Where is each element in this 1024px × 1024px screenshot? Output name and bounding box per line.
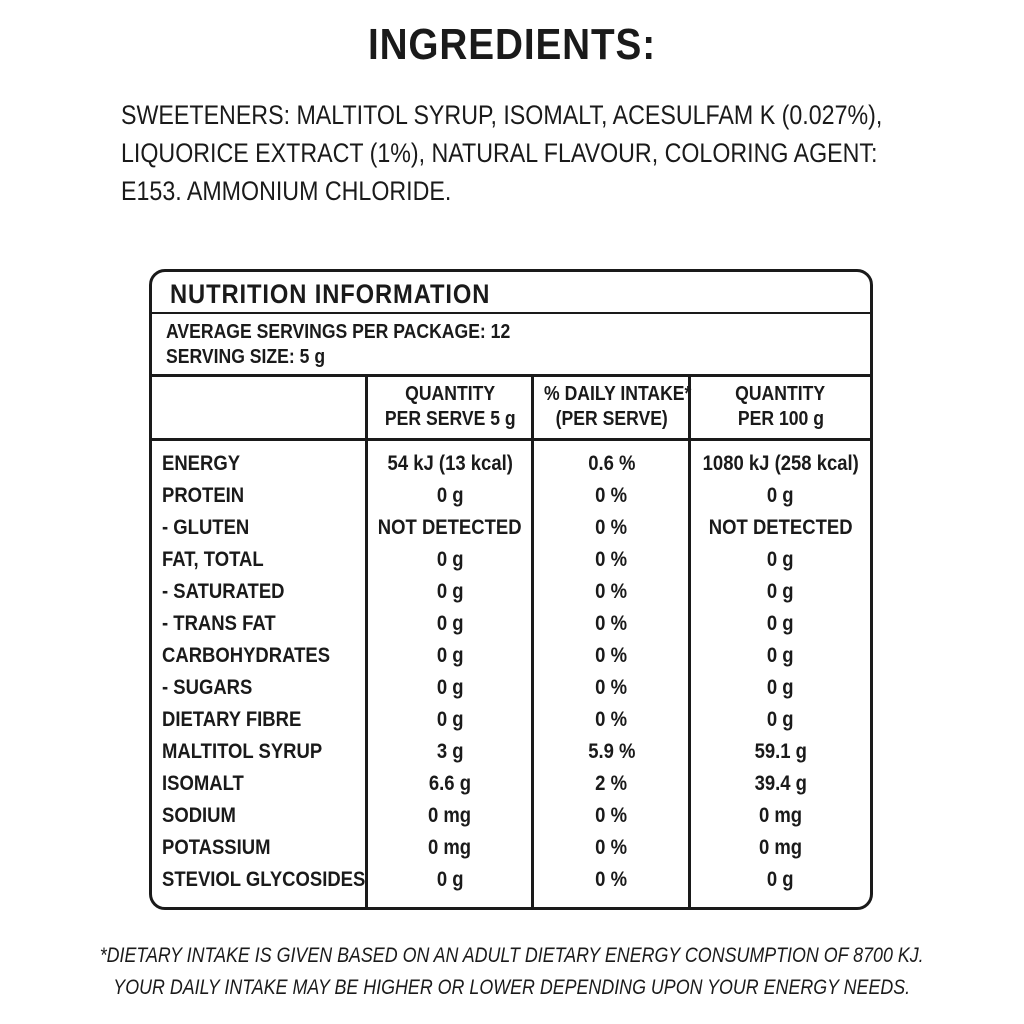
quantity-per-serve: 0 g [436, 580, 464, 603]
nutrition-title-text: NUTRITION INFORMATION [170, 279, 491, 309]
daily-intake-cell [534, 704, 689, 736]
daily-intake-cell [534, 832, 689, 864]
nutrient-name-cell [162, 480, 255, 512]
daily-intake-cell [534, 512, 689, 544]
nutrient-name: PROTEIN [162, 484, 245, 507]
quantity-per-serve-cell [368, 832, 532, 864]
nutrient-name-cell [162, 864, 393, 896]
ingredients-line: E153. AMMONIUM CHLORIDE. [121, 176, 452, 206]
daily-intake: 0 % [595, 804, 628, 827]
quantity-per-serve: 0 g [436, 548, 464, 571]
daily-intake: 0 % [595, 836, 628, 859]
quantity-per-serve-cell [368, 480, 532, 512]
nutrient-name: - SUGARS [162, 676, 253, 699]
quantity-per-100g: 0 g [767, 644, 794, 667]
nutrient-name-cell [162, 512, 261, 544]
table-row [152, 544, 870, 576]
quantity-per-100g: NOT DETECTED [708, 516, 853, 539]
quantity-per-serve-cell [368, 704, 532, 736]
daily-intake-cell [534, 576, 689, 608]
quantity-per-100g: 0 mg [758, 836, 803, 859]
footnote-line: YOUR DAILY INTAKE MAY BE HIGHER OR LOWER DEPENDING UPON YOUR ENERGY NEEDS. [113, 976, 911, 999]
quantity-per-100g-cell [691, 448, 870, 480]
daily-intake-cell [534, 672, 689, 704]
daily-intake: 0 % [595, 868, 628, 891]
quantity-per-serve: 6.6 g [428, 772, 472, 795]
daily-intake-cell [534, 800, 689, 832]
ingredients-line: SWEETENERS: MALTITOL SYRUP, ISOMALT, ACESULFAM K (0.027%), [121, 100, 883, 130]
daily-intake: 0 % [595, 548, 628, 571]
nutrient-name-cell [162, 704, 320, 736]
daily-intake-cell [534, 544, 689, 576]
header-daily-intake [534, 382, 692, 432]
nutrient-name-cell [162, 832, 285, 864]
servings-info [152, 314, 870, 377]
nutrient-name-cell [162, 608, 291, 640]
table-row [152, 640, 870, 672]
daily-intake-cell [534, 864, 689, 896]
quantity-per-100g-cell [691, 544, 870, 576]
quantity-per-serve-cell [368, 576, 532, 608]
daily-intake-cell [534, 608, 689, 640]
nutrient-name: ISOMALT [162, 772, 244, 795]
quantity-per-100g: 0 g [767, 484, 794, 507]
nutrition-title [152, 272, 870, 314]
table-row [152, 512, 870, 544]
table-row [152, 736, 870, 768]
header-line: % DAILY INTAKE* [544, 383, 692, 405]
quantity-per-serve: NOT DETECTED [378, 516, 522, 539]
quantity-per-100g-cell [691, 576, 870, 608]
daily-intake: 0 % [595, 644, 628, 667]
daily-intake-cell [534, 736, 689, 768]
quantity-per-100g-cell [691, 608, 870, 640]
quantity-per-serve: 0 g [436, 868, 464, 891]
ingredients-list [121, 96, 883, 210]
header-quantity-per-serve [368, 382, 532, 432]
table-row [152, 672, 870, 704]
quantity-per-serve-cell [368, 672, 532, 704]
table-row [152, 704, 870, 736]
table-row [152, 608, 870, 640]
daily-intake-cell [534, 768, 689, 800]
quantity-per-100g-cell [691, 704, 870, 736]
quantity-per-serve: 0 g [436, 644, 464, 667]
header-line: PER 100 g [737, 408, 824, 430]
quantity-per-100g: 0 g [767, 612, 794, 635]
table-row [152, 864, 870, 896]
quantity-per-100g-cell [691, 800, 870, 832]
quantity-per-100g: 0 mg [758, 804, 803, 827]
quantity-per-serve-cell [368, 544, 532, 576]
daily-intake: 5.9 % [587, 740, 636, 763]
servings-per-package: AVERAGE SERVINGS PER PACKAGE: 12 [166, 321, 511, 343]
ingredients-line: LIQUORICE EXTRACT (1%), NATURAL FLAVOUR, COLORING AGENT: [121, 138, 878, 168]
quantity-per-100g-cell [691, 736, 870, 768]
nutrition-panel [149, 269, 873, 910]
quantity-per-100g-cell [691, 768, 870, 800]
table-row [152, 800, 870, 832]
daily-intake: 0 % [595, 676, 628, 699]
ingredients-title: INGREDIENTS: [367, 20, 657, 69]
quantity-per-100g: 0 g [767, 548, 794, 571]
quantity-per-100g: 0 g [767, 868, 794, 891]
quantity-per-100g: 59.1 g [754, 740, 807, 763]
daily-intake-cell [534, 448, 689, 480]
table-row [152, 576, 870, 608]
daily-intake: 0 % [595, 580, 628, 603]
quantity-per-serve: 0 g [436, 484, 464, 507]
header-quantity-per-100g [691, 382, 870, 432]
quantity-per-serve: 3 g [436, 740, 464, 763]
nutrient-name: CARBOHYDRATES [162, 644, 331, 667]
table-body [152, 441, 870, 896]
quantity-per-100g-cell [691, 864, 870, 896]
table-row [152, 832, 870, 864]
quantity-per-serve-cell [368, 448, 532, 480]
footnote-line: *DIETARY INTAKE IS GIVEN BASED ON AN ADULT DIETARY ENERGY CONSUMPTION OF 8700 KJ. [100, 944, 924, 967]
daily-intake: 0 % [595, 612, 628, 635]
quantity-per-serve-cell [368, 640, 532, 672]
nutrient-name: POTASSIUM [162, 836, 271, 859]
nutrient-name-cell [162, 640, 353, 672]
quantity-per-serve: 0 g [436, 676, 464, 699]
quantity-per-serve: 0 mg [428, 804, 472, 827]
nutrient-name: ENERGY [162, 452, 241, 475]
quantity-per-100g-cell [691, 832, 870, 864]
nutrient-name-cell [162, 576, 301, 608]
quantity-per-serve-cell [368, 512, 532, 544]
table-header-row [152, 377, 870, 441]
nutrient-name: DIETARY FIBRE [162, 708, 302, 731]
nutrient-name-cell [162, 800, 246, 832]
table-row [152, 480, 870, 512]
quantity-per-100g-cell [691, 480, 870, 512]
quantity-per-serve-cell [368, 768, 532, 800]
quantity-per-100g: 39.4 g [754, 772, 807, 795]
quantity-per-100g: 1080 kJ (258 kcal) [702, 452, 859, 475]
nutrient-name: STEVIOL GLYCOSIDES [162, 868, 366, 891]
daily-intake: 0 % [595, 516, 628, 539]
quantity-per-serve: 0 mg [428, 836, 472, 859]
nutrient-name-cell [162, 672, 265, 704]
quantity-per-100g-cell [691, 672, 870, 704]
daily-intake: 0 % [595, 484, 628, 507]
quantity-per-serve: 0 g [436, 612, 464, 635]
header-line: PER SERVE 5 g [384, 408, 516, 430]
quantity-per-100g: 0 g [767, 708, 794, 731]
nutrient-name-cell [162, 448, 251, 480]
quantity-per-serve-cell [368, 608, 532, 640]
quantity-per-serve: 54 kJ (13 kcal) [387, 452, 513, 475]
footnote [0, 940, 1024, 1004]
quantity-per-serve-cell [368, 800, 532, 832]
daily-intake-cell [534, 480, 689, 512]
quantity-per-serve-cell [368, 864, 532, 896]
header-line: QUANTITY [735, 383, 826, 405]
quantity-per-100g-cell [691, 640, 870, 672]
nutrient-name: SODIUM [162, 804, 236, 827]
nutrient-name: - SATURATED [162, 580, 285, 603]
nutrient-name-cell [162, 544, 278, 576]
quantity-per-100g: 0 g [767, 676, 794, 699]
header-line: QUANTITY [405, 383, 495, 405]
table-row [152, 768, 870, 800]
quantity-per-serve-cell [368, 736, 532, 768]
daily-intake: 0 % [595, 708, 628, 731]
nutrient-name: - TRANS FAT [162, 612, 276, 635]
quantity-per-100g: 0 g [767, 580, 794, 603]
daily-intake-cell [534, 640, 689, 672]
quantity-per-100g-cell [691, 512, 870, 544]
header-line: (PER SERVE) [555, 408, 668, 430]
daily-intake: 2 % [595, 772, 628, 795]
nutrient-name-cell [162, 736, 344, 768]
table-row [152, 448, 870, 480]
daily-intake: 0.6 % [587, 452, 636, 475]
quantity-per-serve: 0 g [436, 708, 464, 731]
nutrient-name: MALTITOL SYRUP [162, 740, 323, 763]
nutrient-name: FAT, TOTAL [162, 548, 264, 571]
nutrition-table [152, 377, 870, 896]
nutrient-name: - GLUTEN [162, 516, 250, 539]
serving-size: SERVING SIZE: 5 g [166, 346, 326, 368]
nutrient-name-cell [162, 768, 255, 800]
